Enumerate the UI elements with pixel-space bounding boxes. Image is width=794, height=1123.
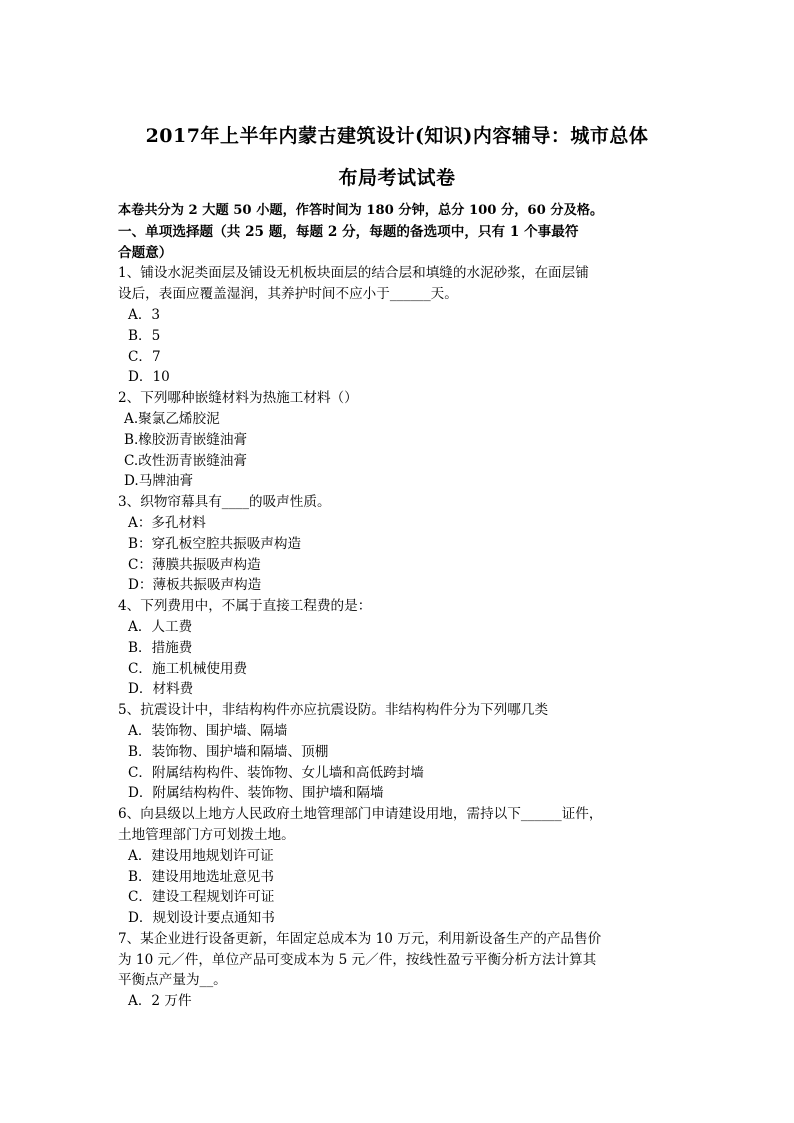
answer-option: A．2 万件 <box>128 993 192 1010</box>
answer-option: C．附属结构构件、装饰物、女儿墙和高低跨封墙 <box>128 764 424 781</box>
question-3 <box>118 492 686 596</box>
question-text: 6、向县级以上地方人民政府土地管理部门申请建设用地，需持以下______证件， <box>118 806 603 823</box>
answer-option: B．装饰物、围护墙和隔墙、顶棚 <box>128 743 329 760</box>
answer-option: C．建设工程规划许可证 <box>128 889 275 906</box>
question-text: 2、下列哪种嵌缝材料为热施工材料（） <box>118 390 358 407</box>
question-text: 平衡点产量为__。 <box>118 972 227 989</box>
answer-option: C．7 <box>128 348 161 365</box>
answer-option: A．3 <box>128 306 161 323</box>
answer-option: D.马牌油膏 <box>124 473 194 490</box>
answer-option: A：多孔材料 <box>128 514 206 531</box>
answer-option: D．材料费 <box>128 681 194 698</box>
answer-option: B：穿孔板空腔共振吸声构造 <box>128 535 302 552</box>
document-title-line-2: 布局考试试卷 <box>338 167 456 189</box>
answer-option: C.改性沥青嵌缝油膏 <box>124 452 247 469</box>
question-2 <box>118 388 686 492</box>
question-text: 土地管理部门方可划拨土地。 <box>118 826 295 843</box>
answer-option: B．建设用地选址意见书 <box>128 868 274 885</box>
section-heading-line-1: 一、单项选择题（共 25 题，每题 2 分，每题的备选项中，只有 1 个事最符 <box>118 223 579 240</box>
answer-option: D．规划设计要点通知书 <box>128 910 275 927</box>
question-4 <box>118 596 686 700</box>
question-text: 为 10 元／件，单位产品可变成本为 5 元／件，按线性盈亏平衡分析方法计算其 <box>118 951 597 968</box>
exam-intro: 本卷共分为 2 大题 50 小题，作答时间为 180 分钟，总分 100 分，60 分及格。 <box>118 203 604 218</box>
answer-option: A．装饰物、围护墙、隔墙 <box>128 722 288 739</box>
answer-option: A．建设用地规划许可证 <box>128 847 274 864</box>
question-6 <box>118 804 686 929</box>
answer-option: A.聚氯乙烯胶泥 <box>124 410 220 427</box>
answer-option: B.橡胶沥青嵌缝油膏 <box>124 431 248 448</box>
question-text: 设后，表面应覆盖湿润，其养护时间不应小于______天。 <box>118 286 458 303</box>
question-text: 5、抗震设计中，非结构构件亦应抗震设防。非结构构件分为下列哪几类 <box>118 702 549 719</box>
question-1 <box>118 263 686 388</box>
answer-option: D．附属结构构件、装饰物、围护墙和隔墙 <box>128 785 384 802</box>
question-7 <box>118 929 686 1012</box>
question-text: 4、下列费用中，不属于直接工程费的是： <box>118 598 372 615</box>
answer-option: D：薄板共振吸声构造 <box>128 577 262 594</box>
exam-content <box>118 201 686 1012</box>
answer-option: D．10 <box>128 369 170 386</box>
section-heading-line-2: 合题意） <box>118 244 173 261</box>
question-text: 7、某企业进行设备更新，年固定总成本为 10 万元，利用新设备生产的产品售价 <box>118 930 602 947</box>
answer-option: A．人工费 <box>128 618 193 635</box>
question-5 <box>118 700 686 804</box>
document-title-line-1: 2017年上半年内蒙古建筑设计(知识)内容辅导：城市总体 <box>145 125 649 147</box>
answer-option: C．施工机械使用费 <box>128 660 248 677</box>
answer-option: B．措施费 <box>128 639 193 656</box>
question-text: 3、织物帘幕具有____的吸声性质。 <box>118 494 331 511</box>
answer-option: C：薄膜共振吸声构造 <box>128 556 261 573</box>
question-text: 1、铺设水泥类面层及铺设无机板块面层的结合层和填缝的水泥砂浆，在面层铺 <box>118 265 589 282</box>
answer-option: B．5 <box>128 327 161 344</box>
